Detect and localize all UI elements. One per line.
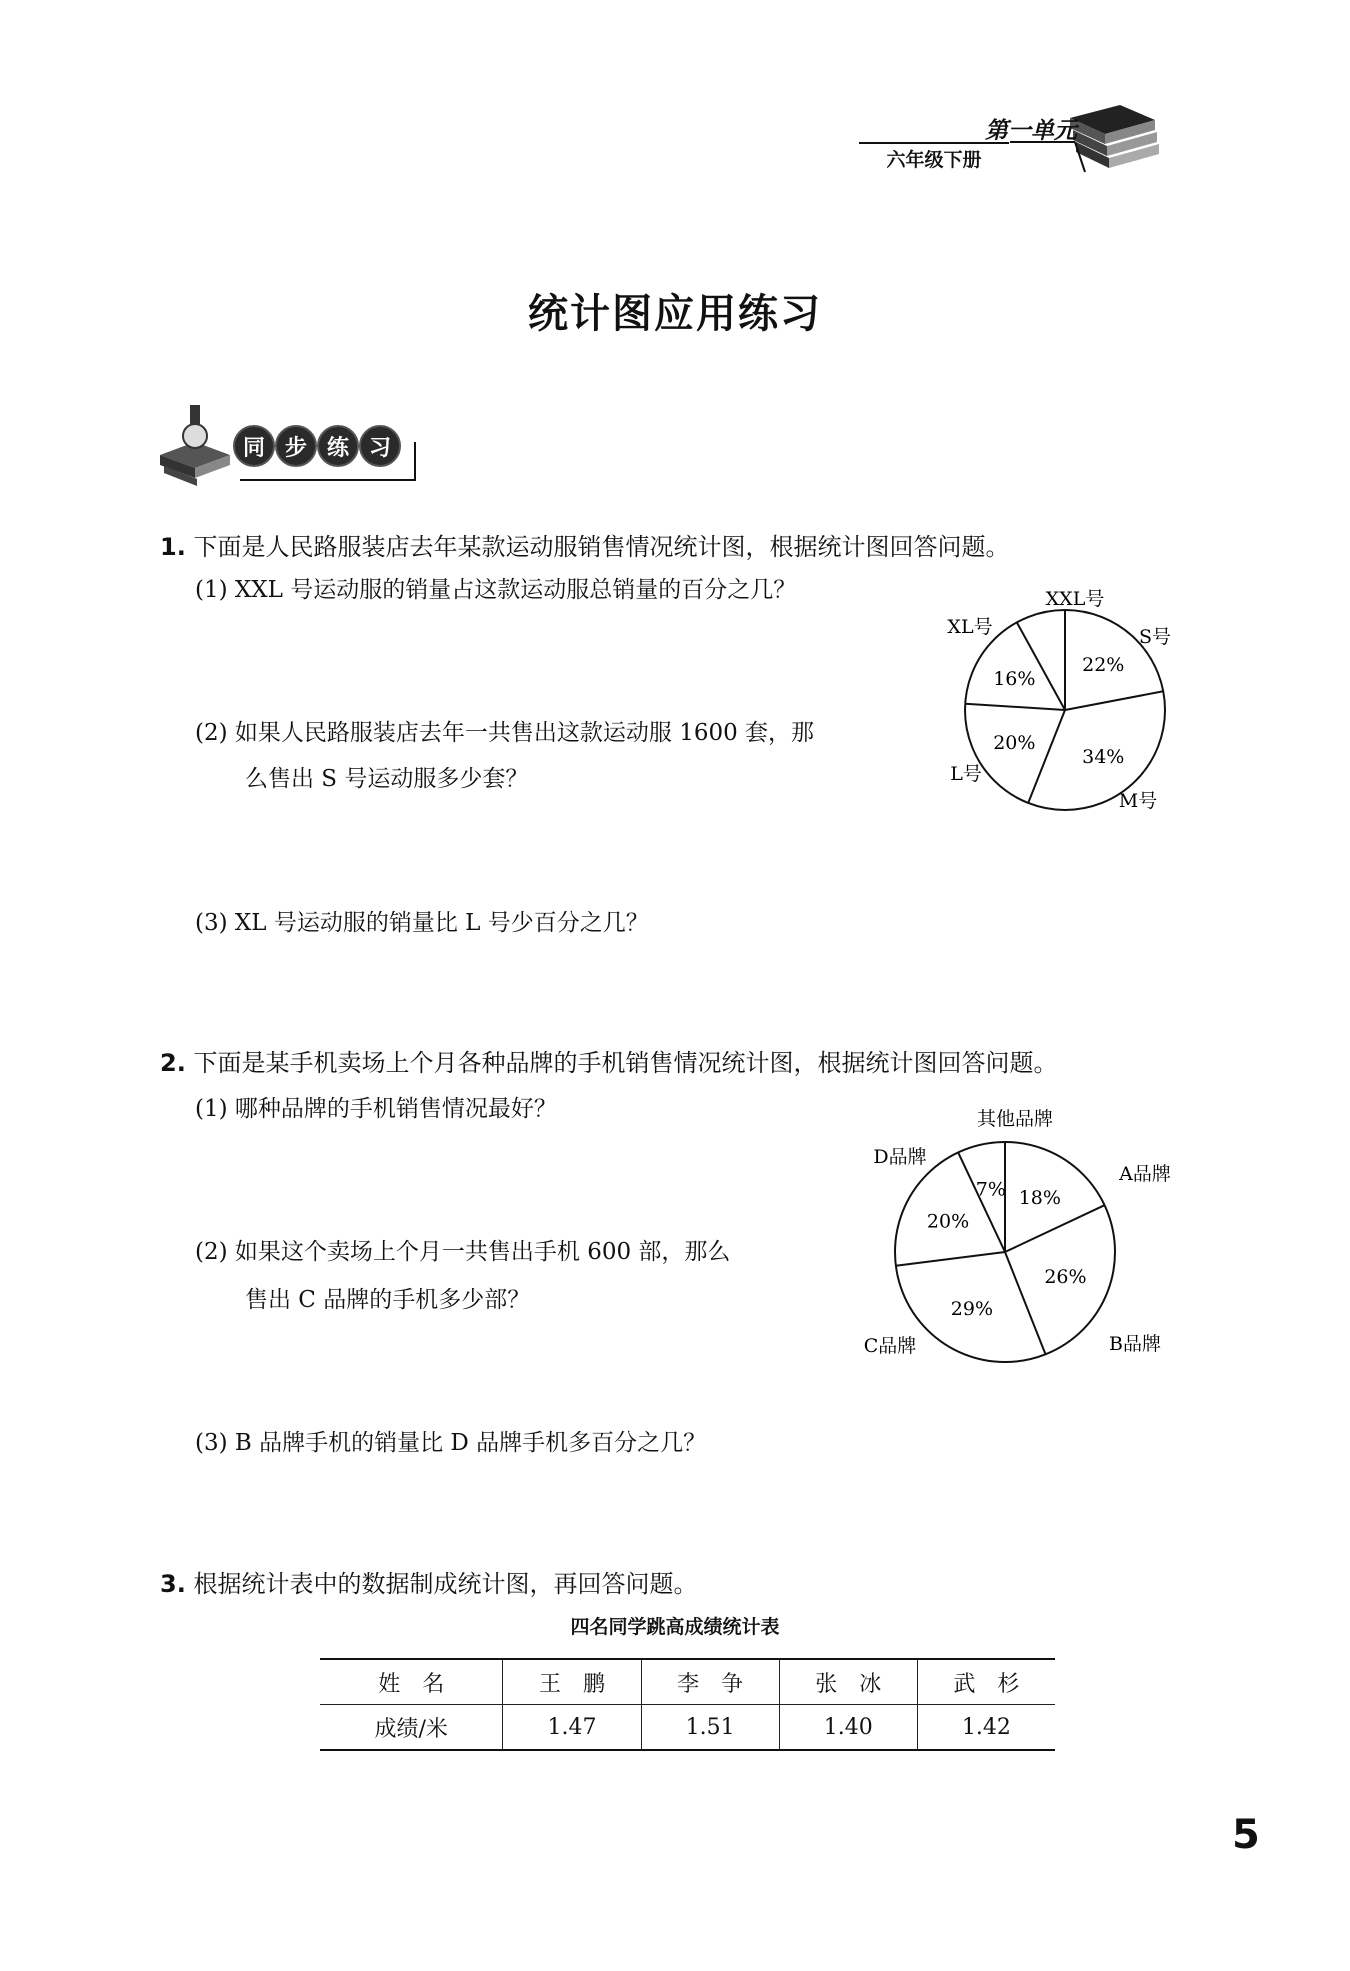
pie-slice-label: L号 <box>950 763 982 785</box>
sub-number: (2) <box>195 1239 228 1265</box>
q2-sub2-line2: 售出 C 品牌的手机多少部？ <box>245 1287 531 1313</box>
table-cell: 成绩/米 <box>320 1705 503 1751</box>
pie-slice-percent: 16% <box>993 667 1036 690</box>
q1-sub2-line2: 么售出 S 号运动服多少套？ <box>245 766 529 792</box>
section-char: 练 <box>317 425 359 467</box>
sub-number: (3) <box>195 910 228 936</box>
pie-slice-divider <box>1005 1252 1045 1354</box>
section-char: 习 <box>359 425 401 467</box>
pie-slice-divider <box>1005 1205 1105 1252</box>
pie-slice-percent: 20% <box>926 1210 970 1233</box>
page-number: 5 <box>1232 1812 1260 1858</box>
question-number: 2. <box>160 1049 186 1077</box>
pie-slice-percent: 29% <box>950 1297 994 1320</box>
pie-slice-percent: 34% <box>1082 746 1125 769</box>
q1-sub2 <box>195 716 814 750</box>
pie-slice-divider <box>1017 622 1065 710</box>
table-header-row <box>320 1659 1055 1705</box>
page-title: 统计图应用练习 <box>528 291 822 337</box>
question-text: 根据统计表中的数据制成统计图，再回答问题。 <box>193 1570 698 1598</box>
pie-slice-label: XL号 <box>947 616 993 638</box>
table-row <box>320 1705 1055 1751</box>
table-header-cell: 武 杉 <box>917 1659 1055 1705</box>
sub-text: XL 号运动服的销量比 L 号少百分之几？ <box>234 910 649 936</box>
table-header-cell: 李 争 <box>641 1659 779 1705</box>
unit-header-badge <box>845 100 1175 180</box>
pie-slice-percent: 7% <box>975 1178 1006 1201</box>
pie-slice-percent: 22% <box>1082 653 1125 676</box>
q2-sub2 <box>195 1235 730 1269</box>
table-cell: 1.40 <box>779 1705 917 1751</box>
q1-sub3 <box>195 906 649 940</box>
pie-slice-label: 其他品牌 <box>976 1108 1054 1130</box>
pie-slice-divider <box>1065 691 1163 710</box>
grade-label: 六年级下册 <box>859 142 1009 172</box>
pie-slice-label: XXL号 <box>1045 588 1105 610</box>
question-number: 3. <box>160 1570 186 1598</box>
sub-number: (3) <box>195 1430 228 1456</box>
question-number: 1. <box>160 533 186 561</box>
sub-number: (1) <box>195 577 228 603</box>
pie-slice-label: D品牌 <box>873 1146 927 1168</box>
table-cell: 1.47 <box>503 1705 641 1751</box>
table-cell: 1.51 <box>641 1705 779 1751</box>
table-header-cell: 姓 名 <box>320 1659 503 1705</box>
sub-text: 哪种品牌的手机销售情况最好？ <box>234 1096 557 1122</box>
pie-slice-divider <box>965 704 1065 710</box>
pie-slice-label: C品牌 <box>863 1335 917 1357</box>
sub-number: (1) <box>195 1096 228 1122</box>
pie-slice-label: A品牌 <box>1119 1163 1171 1185</box>
pie-slice-label: B品牌 <box>1109 1333 1161 1355</box>
question-3 <box>160 1567 697 1601</box>
pie-slice-divider <box>896 1252 1005 1266</box>
table-header-cell: 张 冰 <box>779 1659 917 1705</box>
question-2 <box>160 1046 1057 1080</box>
pie-slice-divider <box>958 1152 1005 1252</box>
table-cell: 1.42 <box>917 1705 1055 1751</box>
question-text: 下面是人民路服装店去年某款运动服销售情况统计图，根据统计图回答问题。 <box>193 533 1010 561</box>
sub-text: B 品牌手机的销量比 D 品牌手机多百分之几？ <box>234 1430 707 1456</box>
sub-text: 如果这个卖场上个月一共售出手机 600 部，那么 <box>234 1239 731 1265</box>
pie-slice-divider <box>1028 710 1065 803</box>
section-char: 步 <box>275 425 317 467</box>
pie-chart-clothing-sizes <box>920 575 1190 825</box>
sub-number: (2) <box>195 720 228 746</box>
pie-slice-percent: 20% <box>993 732 1036 755</box>
stats-table <box>320 1658 1055 1751</box>
q1-sub1 <box>195 573 796 607</box>
pie-slice-percent: 18% <box>1018 1187 1061 1210</box>
pie-chart-phone-brands <box>855 1100 1195 1370</box>
section-char: 同 <box>233 425 275 467</box>
pie-slice-label: S号 <box>1138 626 1172 648</box>
q2-sub1 <box>195 1092 557 1126</box>
question-text: 下面是某手机卖场上个月各种品牌的手机销售情况统计图，根据统计图回答问题。 <box>193 1049 1058 1077</box>
unit-label: 第一单元 <box>985 118 1077 144</box>
q2-sub3 <box>195 1426 706 1460</box>
section-badge <box>150 400 430 490</box>
table-title: 四名同学跳高成绩统计表 <box>570 1616 780 1638</box>
pie-slice-percent: 26% <box>1044 1265 1087 1288</box>
sub-text: XXL 号运动服的销量占这款运动服总销量的百分之几？ <box>234 577 797 603</box>
question-1 <box>160 530 1009 564</box>
table-header-cell: 王 鹏 <box>503 1659 641 1705</box>
pie-slice-label: M号 <box>1118 790 1158 812</box>
sub-text: 如果人民路服装店去年一共售出这款运动服 1600 套，那 <box>234 720 815 746</box>
